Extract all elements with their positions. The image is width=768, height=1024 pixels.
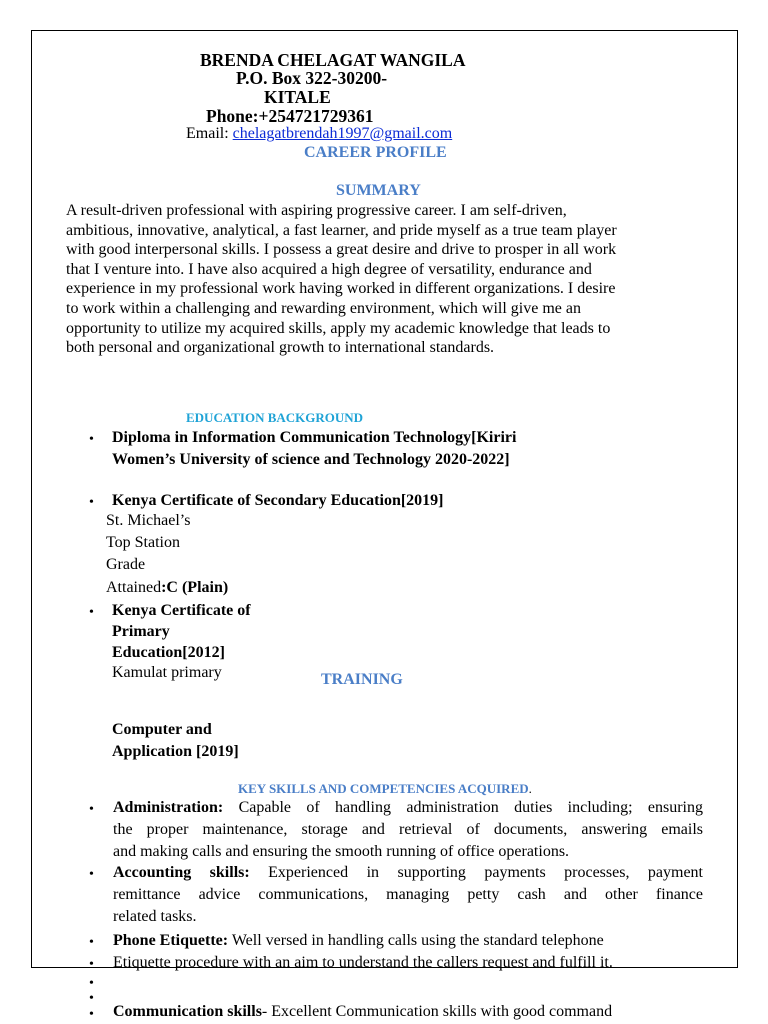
bullet-icon: • (89, 432, 94, 447)
kcpe-school: Kamulat primary (112, 664, 222, 681)
bullet-icon: • (89, 1007, 94, 1022)
training-course-line-1: Computer and (112, 721, 212, 738)
kcpe-line-3: Education[2012] (112, 644, 225, 661)
skill-text: Well versed in handling calls using the standard telephone (228, 932, 604, 949)
kcse-grade-value: :C (Plain) (161, 579, 229, 596)
skill-label: Communication skills (113, 1003, 262, 1020)
address-line-1: P.O. Box 322-30200- (236, 68, 388, 88)
summary-line: ambitious, innovative, analytical, a fast learner, and pride myself as a true team player (66, 221, 617, 239)
summary-line: with good interpersonal skills. I possess a great desire and drive to prosper in all work (66, 241, 617, 259)
diploma-line-2: Women’s University of science and Technology 2020-2022] (112, 451, 510, 468)
kcse-school-line-2: Top Station (106, 534, 180, 551)
skill-line (113, 797, 703, 819)
summary-line: A result-driven professional with aspiring progressive career. I am self-driven, (66, 202, 567, 219)
skill-text: - Excellent Communication skills with good command (261, 1003, 613, 1020)
skill-label: Administration: (113, 799, 224, 816)
kcse-grade-label: Grade (106, 556, 146, 573)
bullet-icon: • (89, 495, 94, 510)
skill-line: the proper maintenance, storage and retrieval of documents, answering emails (113, 821, 703, 838)
kcpe-line-2: Primary (112, 623, 170, 640)
skill-text: Capable of handling administration duties including; ensuring (223, 799, 703, 816)
email-label: Email: (186, 125, 233, 142)
training-course-line-2: Application [2019] (112, 743, 239, 760)
skill-text: Experienced in supporting payments processes, payment (249, 864, 703, 881)
skill-etiquette-procedure: Etiquette procedure with an aim to understand the callers request and fulfill it. (113, 954, 613, 971)
skills-heading: KEY SKILLS AND COMPETENCIES ACQUIRED (238, 781, 529, 796)
bullet-icon: • (89, 802, 94, 817)
skills-heading-period: . (528, 781, 532, 796)
skill-line: related tasks. (113, 908, 197, 925)
bullet-icon: • (89, 991, 94, 1006)
bullet-icon: • (89, 976, 94, 991)
skill-label: Phone Etiquette: (113, 932, 229, 949)
email-row (186, 125, 452, 143)
skills-heading-row (238, 781, 532, 797)
bullet-icon: • (89, 935, 94, 950)
summary-line: opportunity to utilize my acquired skills, apply my academic knowledge that leads to (66, 319, 611, 337)
summary-line: that I venture into. I have also acquired a high degree of versatility, endurance and (66, 260, 592, 278)
kcse-title: Kenya Certificate of Secondary Education[2019] (112, 492, 444, 509)
summary-line: experience in my professional work having worked in different organizations. I desire (66, 280, 616, 298)
candidate-name: BRENDA CHELAGAT WANGILA (200, 50, 466, 70)
bullet-icon: • (89, 867, 94, 882)
skill-line (113, 862, 703, 884)
bullet-icon: • (89, 957, 94, 972)
email-link[interactable]: chelagatbrendah1997@gmail.com (232, 125, 453, 142)
address-line-2: KITALE (264, 87, 331, 107)
skill-label: Accounting skills: (113, 864, 250, 881)
training-heading: TRAINING (321, 671, 403, 688)
diploma-line-1: Diploma in Information Communication Technology[Kiriri (112, 429, 517, 446)
kcse-grade-label-2: Attained (106, 579, 162, 596)
summary-line: both personal and organizational growth to international standards. (66, 339, 495, 357)
kcse-school-line-1: St. Michael’s (106, 512, 191, 529)
summary-paragraph (66, 201, 696, 358)
bullet-icon: • (89, 605, 94, 620)
skill-phone-etiquette (113, 931, 604, 951)
skill-communication (113, 1002, 612, 1022)
skill-administration (113, 797, 703, 863)
kcpe-line-1: Kenya Certificate of (112, 602, 251, 619)
education-heading: EDUCATION BACKGROUND (186, 410, 364, 425)
summary-heading: SUMMARY (336, 182, 421, 199)
skill-accounting (113, 862, 703, 928)
kcse-grade-row (106, 578, 228, 598)
phone-number: Phone:+254721729361 (206, 106, 374, 126)
skill-line: and making calls and ensuring the smooth running of office operations. (113, 843, 570, 860)
career-profile-heading: CAREER PROFILE (304, 144, 447, 161)
skill-line: remittance advice communications, managing petty cash and other finance (113, 886, 703, 903)
summary-line: to work within a challenging and rewarding environment, which will give me an (66, 299, 581, 317)
